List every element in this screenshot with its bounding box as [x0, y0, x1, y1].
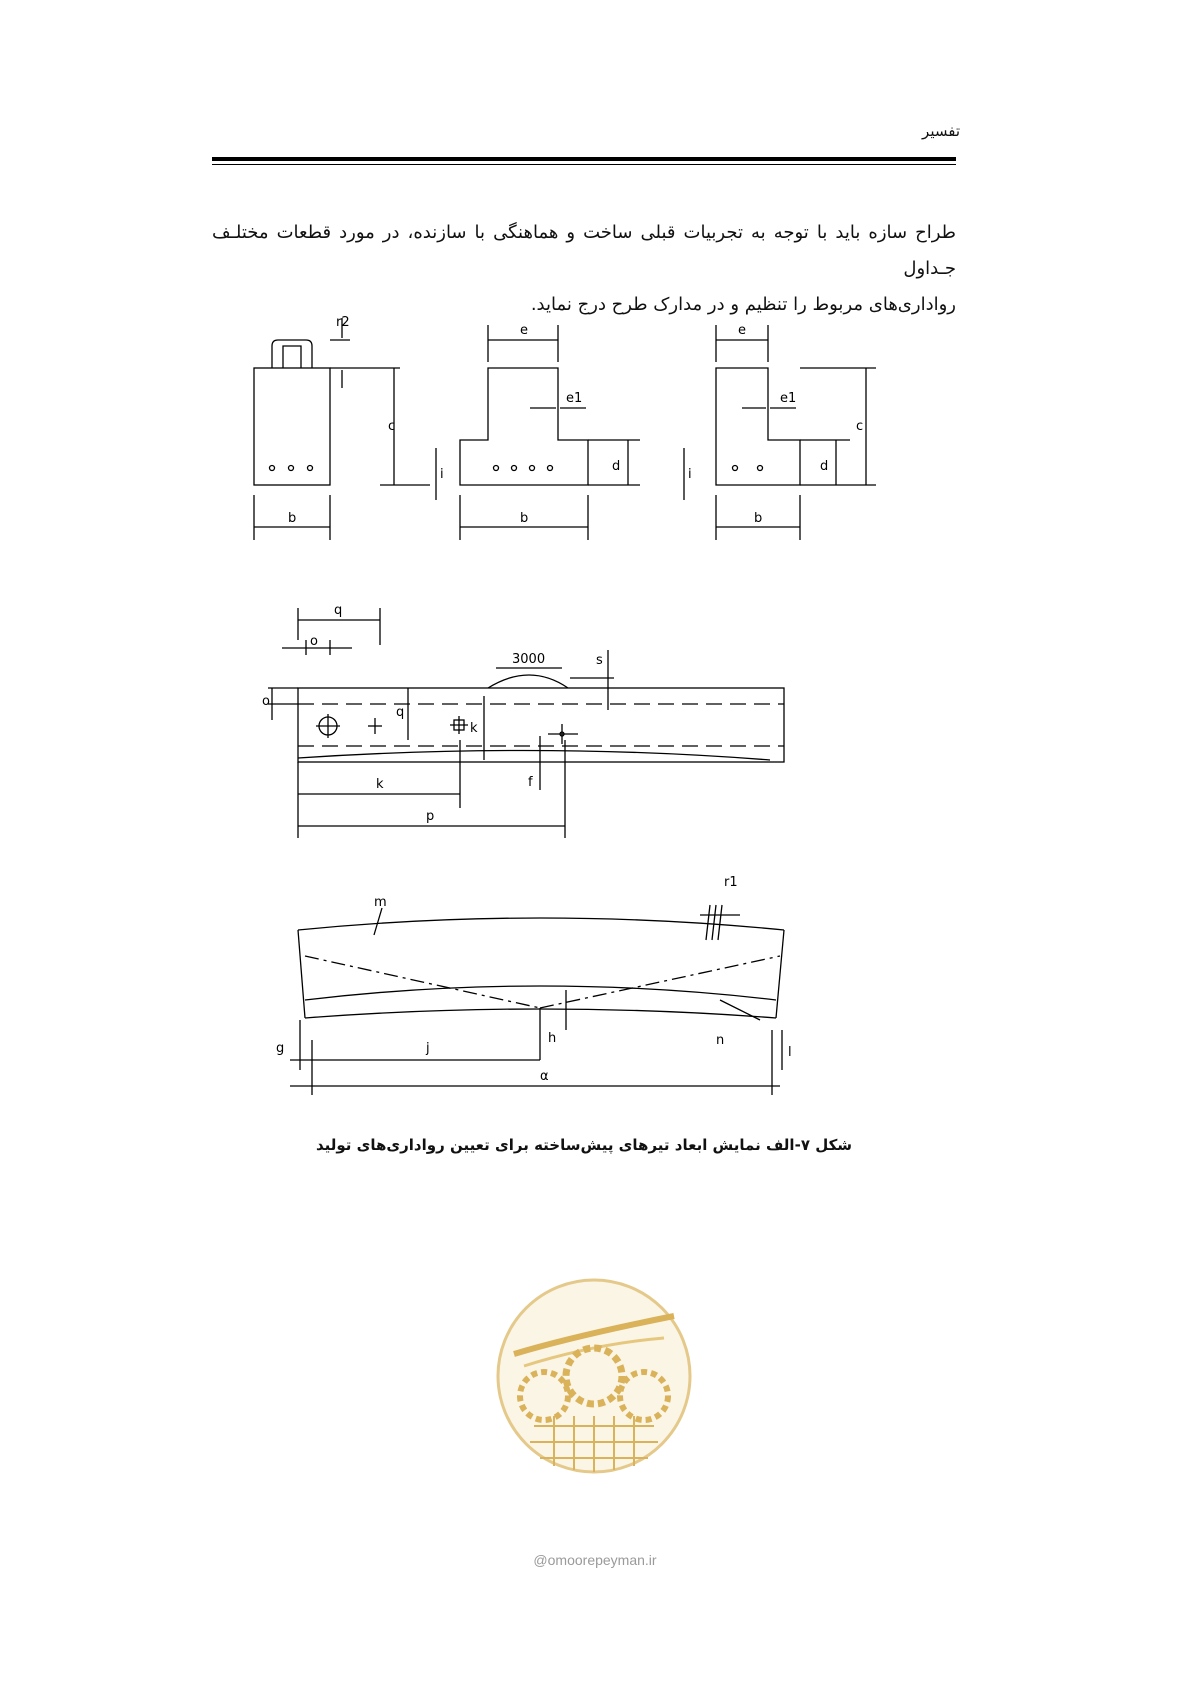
label-k-2: k: [376, 777, 384, 792]
label-e1-2: e1: [780, 391, 797, 406]
label-j: j: [426, 1041, 430, 1056]
cross-section-inverted-l: [684, 325, 876, 540]
drawing-labels: [262, 315, 863, 1084]
label-g: g: [276, 1041, 285, 1056]
label-d-1: d: [612, 459, 621, 474]
label-q-2: q: [396, 705, 405, 720]
beam-plan-view: [268, 608, 784, 838]
paragraph-line-1: طراح سازه باید با توجه به تجربیات قبلی ساخت و هماهنگی با سازنده، در مورد قطعات مختلـف جـداول: [212, 222, 956, 279]
cross-section-rectangular: [254, 318, 436, 540]
label-m: m: [374, 895, 387, 910]
label-b-1: b: [288, 511, 297, 526]
label-n: n: [716, 1033, 725, 1048]
figure-caption: شکل ۷-الف نمایش ابعاد تیرهای پیش‌ساخته برای تعیین رواداری‌های تولید: [315, 1136, 853, 1154]
label-b-2: b: [520, 511, 529, 526]
label-o-2: o: [262, 694, 270, 709]
label-e-2: e: [738, 323, 746, 338]
label-c-1: c: [388, 419, 396, 434]
label-r2: r2: [336, 315, 350, 330]
label-alpha: α: [540, 1069, 549, 1084]
label-q-1: q: [334, 603, 343, 618]
label-h: h: [548, 1031, 557, 1046]
running-header: تفسیر: [922, 122, 960, 140]
beam-elevation-view: [290, 905, 784, 1095]
label-p: p: [426, 809, 435, 824]
label-e-1: e: [520, 323, 528, 338]
label-b-3: b: [754, 511, 763, 526]
label-l: l: [788, 1045, 792, 1060]
label-s: s: [596, 653, 603, 668]
label-d-2: d: [820, 459, 829, 474]
label-r1: r1: [724, 875, 738, 890]
watermark-logo: [494, 1276, 694, 1476]
label-k-1: k: [470, 721, 478, 736]
label-e1-1: e1: [566, 391, 583, 406]
label-i-2: i: [688, 467, 692, 482]
label-o-1: o: [310, 634, 318, 649]
label-c-2: c: [856, 419, 864, 434]
watermark-url: @omoorepeyman.ir: [533, 1552, 657, 1568]
label-3000: 3000: [512, 652, 546, 667]
label-i-1: i: [440, 467, 444, 482]
label-f: f: [528, 775, 533, 790]
paragraph-line-2: رواداری‌های مربوط را تنظیم و در مدارک طرح درج نماید.: [530, 294, 956, 315]
cross-section-inverted-t: [460, 325, 640, 540]
